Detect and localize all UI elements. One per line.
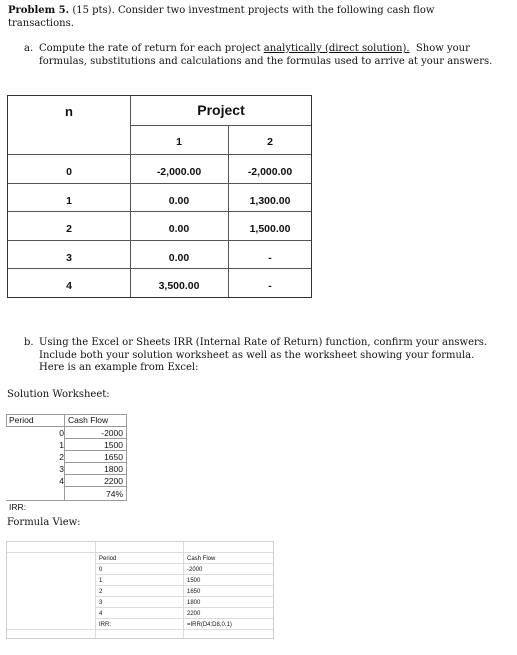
problem-prompt-line1: Consider two investment projects with the following cash flow <box>117 5 435 16</box>
period-cell: 4 <box>59 476 64 486</box>
cashflow-cell: 1800 <box>187 600 201 606</box>
table-cell-n: 4 <box>66 280 72 292</box>
period-cell: 4 <box>99 611 103 617</box>
table-cell-p2: - <box>268 252 272 264</box>
grid-line <box>7 552 273 553</box>
table-divider <box>8 211 311 212</box>
table-divider <box>8 268 311 269</box>
period-cell: 0 <box>99 567 103 573</box>
cashflow-header: Cash Flow <box>68 415 109 425</box>
period-cell: 2 <box>59 452 64 462</box>
solution-worksheet-label: Solution Worksheet: <box>7 389 110 400</box>
part-a-underlined: analytically (direct solution). <box>263 43 410 54</box>
cashflow-cell: 2200 <box>187 611 201 617</box>
project-header: Project <box>197 102 245 118</box>
cashflow-cell: 1500 <box>187 578 201 584</box>
part-a-text: Compute the rate of return for each project <box>39 43 264 54</box>
problem-number: Problem 5. <box>8 5 70 16</box>
grid-line <box>7 629 273 630</box>
period-cell: 3 <box>59 464 64 474</box>
table-divider <box>8 154 311 155</box>
table-cell-n: 1 <box>66 195 72 207</box>
grid-line <box>64 414 65 500</box>
table-cell-p1: 0.00 <box>168 195 190 207</box>
cashflow-cell: 2200 <box>104 476 123 486</box>
grid-line <box>95 563 273 564</box>
grid-line <box>95 607 273 608</box>
table-cell-n: 3 <box>66 252 72 264</box>
table-cell-p1: 3,500.00 <box>158 280 200 292</box>
grid-line <box>95 596 273 597</box>
grid-line <box>183 542 184 638</box>
period-cell: 0 <box>59 428 64 438</box>
problem-prompt-line2: transactions. <box>8 18 74 29</box>
irr-value: 74% <box>105 489 123 499</box>
irr-formula: =IRR(D4:D8,0.1) <box>187 622 232 628</box>
cashflow-header: Cash Flow <box>187 556 216 562</box>
table-cell-p1: 0.00 <box>168 223 190 235</box>
grid-line <box>95 542 96 638</box>
table-cell-p2: 1,500.00 <box>249 223 291 235</box>
grid-line <box>95 574 273 575</box>
period-header: Period <box>99 556 117 562</box>
project-1-header: 1 <box>176 136 182 148</box>
table-divider <box>8 240 311 241</box>
grid-line <box>6 414 7 427</box>
table-cell-p2: 1,300.00 <box>249 195 291 207</box>
grid-line <box>126 414 127 500</box>
part-a <box>24 43 504 68</box>
table-cell-p2: - <box>268 280 272 292</box>
part-b-line3: Here is an example from Excel: <box>39 362 199 373</box>
solution-worksheet <box>6 414 126 514</box>
project-2-header: 2 <box>267 136 273 148</box>
period-cell: 1 <box>99 578 103 584</box>
cashflow-cell: 1500 <box>104 440 123 450</box>
part-a-letter: a. <box>24 43 34 54</box>
table-cell-n: 2 <box>66 223 72 235</box>
part-b-line2: Include both your solution worksheet as well as the worksheet showing your formula. <box>39 349 475 361</box>
period-header: Period <box>9 415 34 425</box>
grid-line <box>95 585 273 586</box>
part-a-text-after: Show your <box>409 43 470 54</box>
part-a-line2: formulas, substitutions and calculations and the formulas used to arrive at your answers. <box>39 55 493 67</box>
problem-points: (15 pts). <box>72 5 115 16</box>
n-column-header: n <box>65 104 73 119</box>
cashflow-cell: 1800 <box>104 464 123 474</box>
problem-statement <box>8 4 508 30</box>
part-b-letter: b. <box>24 337 34 348</box>
table-cell-p1: -2,000.00 <box>156 166 202 178</box>
formula-view-label: Formula View: <box>7 517 81 528</box>
table-cell-n: 0 <box>66 166 72 178</box>
irr-label: IRR: <box>9 502 26 512</box>
part-b-line1: Using the Excel or Sheets IRR (Internal Rate of Return) function, confirm your answers. <box>39 337 488 348</box>
period-cell: 2 <box>99 589 103 595</box>
table-divider <box>8 183 311 184</box>
cashflow-cell: -2000 <box>187 567 203 573</box>
irr-label: IRR: <box>99 622 111 628</box>
cashflow-cell: 1650 <box>104 452 123 462</box>
cashflow-cell: -2000 <box>101 428 123 438</box>
cashflow-cell: 1650 <box>187 589 201 595</box>
grid-line <box>95 618 273 619</box>
table-divider <box>130 125 311 126</box>
table-cell-p2: -2,000.00 <box>247 166 293 178</box>
period-cell: 3 <box>99 600 103 606</box>
part-b <box>24 337 494 375</box>
project-cashflow-table <box>7 95 312 298</box>
table-cell-p1: 0.00 <box>168 252 190 264</box>
formula-view-worksheet <box>6 541 274 639</box>
period-cell: 1 <box>59 440 64 450</box>
